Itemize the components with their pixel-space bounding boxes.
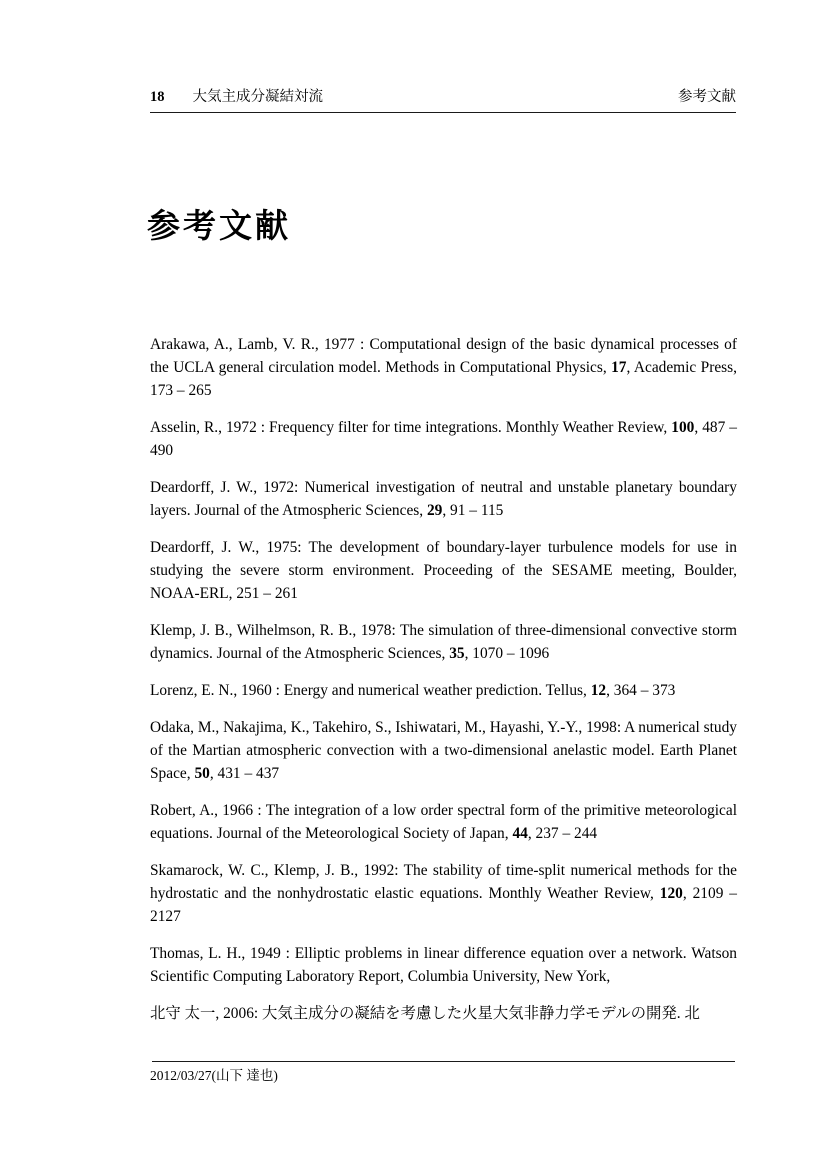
reference-text-after: , 91 – 115 [442, 502, 504, 519]
reference-text-after: , 2109 – 2127 [150, 885, 737, 925]
reference-text: Robert, A., 1966 : The integration of a low order spectral form of the primitive meteorological equations. Journal of the Meteorological Society of Japan, [150, 802, 737, 842]
volume-number: 50 [194, 765, 210, 782]
volume-number: 44 [512, 825, 528, 842]
reference-text-after: , 237 – 244 [527, 825, 598, 842]
reference-text: Deardorff, J. W., 1972: Numerical investigation of neutral and unstable planetary boundary layers. Journal of the Atmospheric Sciences, [150, 479, 737, 519]
volume-number: 17 [611, 359, 627, 376]
reference-entry [150, 416, 737, 462]
reference-entry [150, 679, 737, 702]
reference-entry [150, 1002, 737, 1025]
volume-number: 12 [590, 682, 607, 699]
reference-text: Asselin, R., 1972 : Frequency filter for time integrations. Monthly Weather Review, [150, 419, 672, 436]
page-number: 18 [150, 89, 165, 105]
reference-text: 北守 太一, 2006: 大気主成分の凝結を考慮した火星大気非静力学モデルの開発. 北 [150, 1005, 700, 1022]
reference-text: Deardorff, J. W., 1975: The development of boundary-layer turbulence models for use in studying the severe storm environment. Proceeding of the SESAME meeting, Boulder, NOAA-ERL, 251 – 261 [150, 539, 737, 602]
reference-text: Thomas, L. H., 1949 : Elliptic problems in linear difference equation over a network. Watson Scientific Computing Laboratory Report, Columbia University, New York, [150, 945, 737, 985]
reference-text-after: , 364 – 373 [606, 682, 676, 699]
reference-text: Arakawa, A., Lamb, V. R., 1977 : Computational design of the basic dynamical processes of the UCLA general circulation model. Methods in Computational Physics, [150, 336, 737, 376]
reference-text-after: , Academic Press, 173 – 265 [150, 359, 737, 399]
reference-entry [150, 942, 737, 988]
running-header [150, 88, 736, 106]
references-list [150, 333, 737, 1039]
running-header-left [150, 88, 323, 106]
reference-entry [150, 859, 737, 928]
reference-entry [150, 536, 737, 605]
reference-text-after: , 431 – 437 [209, 765, 280, 782]
reference-entry [150, 333, 737, 402]
reference-text-after: , 1070 – 1096 [464, 645, 550, 662]
reference-text: Odaka, M., Nakajima, K., Takehiro, S., Ishiwatari, M., Hayashi, Y.-Y., 1998: A numerical study of the Martian atmospheric convection with a two-dimensional anelastic model. Earth Planet Space, [150, 719, 737, 782]
volume-number: 100 [671, 419, 695, 436]
reference-entry [150, 476, 737, 522]
reference-text: Skamarock, W. C., Klemp, J. B., 1992: The stability of time-split numerical methods for the hydrostatic and the nonhydrostatic elastic equations. Monthly Weather Review, [150, 862, 737, 902]
reference-text: Klemp, J. B., Wilhelmson, R. B., 1978: The simulation of three-dimensional convective storm dynamics. Journal of the Atmospheric Sciences, [150, 622, 737, 662]
volume-number: 120 [659, 885, 683, 902]
reference-text: Lorenz, E. N., 1960 : Energy and numerical weather prediction. Tellus, [150, 682, 591, 699]
running-title: 大気主成分凝結対流 [192, 89, 323, 105]
header-rule [150, 112, 736, 113]
running-section-title: 参考文献 [678, 89, 736, 105]
reference-entry [150, 619, 737, 665]
volume-number: 29 [426, 502, 443, 519]
footer-rule [152, 1061, 735, 1062]
reference-text-after: , 487 – 490 [150, 419, 737, 459]
reference-entry [150, 799, 737, 845]
reference-entry [150, 716, 737, 785]
page-footer-date-author: 2012/03/27(山下 達也) [150, 1068, 278, 1083]
volume-number: 35 [449, 645, 465, 662]
chapter-title: 参考文献 [147, 207, 291, 244]
